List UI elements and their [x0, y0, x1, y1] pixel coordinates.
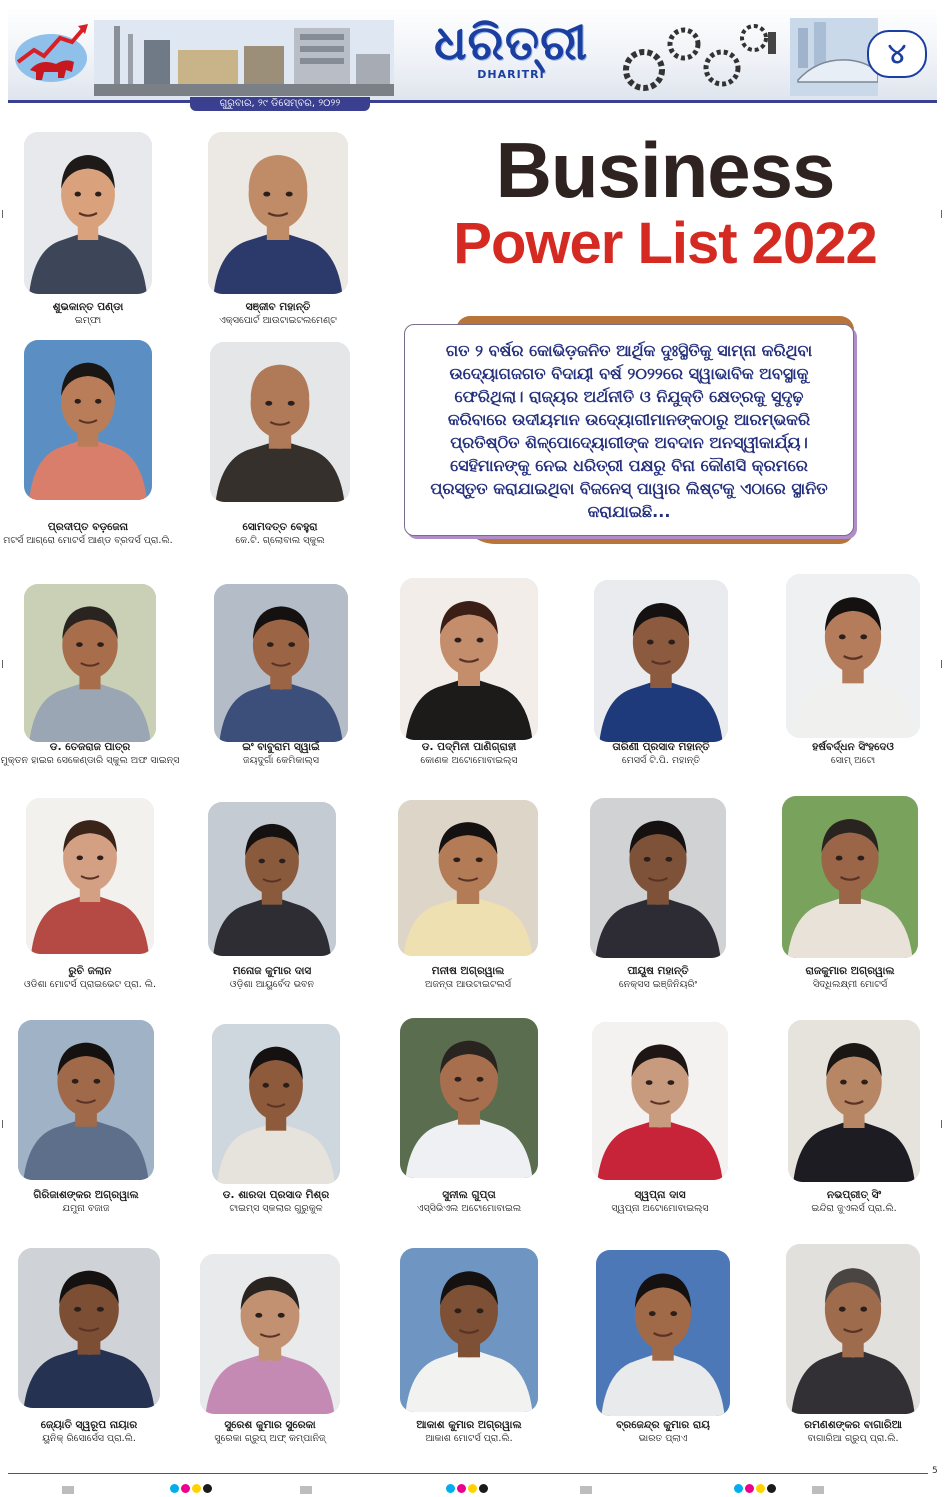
- person-name: ସୁରେଶ କୁମାର ସୁରେକା: [224, 1419, 316, 1431]
- masthead-banner: [8, 8, 937, 103]
- person-photo: [24, 340, 152, 500]
- person-name: ତାରିଣୀ ପ୍ରସାଦ ମହାନ୍ତି: [612, 741, 710, 753]
- person-photo: [782, 796, 918, 958]
- bull-market-logo: [12, 22, 90, 86]
- person-name: ରୁଚି ଜଲାନ: [68, 965, 112, 977]
- person-card: [786, 574, 920, 770]
- person-organization: ଟାଇମ୍ସ ସ୍କଲାର ଗୁରୁକୁଳ: [229, 1203, 323, 1214]
- person-name: ଗିରିଜାଶଙ୍କର ଅଗ୍ରୱାଲ: [33, 1189, 139, 1201]
- person-card: [400, 578, 538, 770]
- person-card: [214, 584, 348, 770]
- person-organization: ଇନ୍ଦିରା ଜୁଏଲର୍ସ ପ୍ରା.ଲି.: [811, 1203, 897, 1214]
- person-card: [786, 1244, 920, 1448]
- cmyk-dot: [446, 1484, 455, 1493]
- cmyk-color-dots: [446, 1484, 488, 1494]
- person-card: [208, 132, 348, 330]
- person-name: ପୀୟୂଷ ମହାନ୍ତି: [627, 965, 689, 977]
- headline-line-1: Business: [495, 126, 835, 214]
- person-organization: ମେସର୍ସ ଟି.ପି. ମହାନ୍ତି: [621, 755, 701, 766]
- person-card: [212, 1024, 340, 1218]
- person-organization: ମଟର୍ସ ଆଗ୍ରୋ ମୋଟର୍ସ ଆଣ୍ଡ ବ୍ରଦର୍ସ ପ୍ରା.ଲି.: [3, 535, 173, 546]
- cmyk-dot: [170, 1484, 179, 1493]
- person-card: [782, 796, 918, 994]
- person-organization: ଅଜନ୍ତା ଆଉଟାଇଟଲର୍ସ: [425, 979, 511, 990]
- person-name: ସଞ୍ଜୀବ ମହାନ୍ତି: [245, 301, 311, 313]
- person-card: [400, 1248, 538, 1448]
- person-photo: [590, 798, 726, 958]
- person-photo: [208, 802, 336, 956]
- person-photo: [400, 1018, 538, 1178]
- cmyk-dot: [479, 1484, 488, 1493]
- person-photo: [400, 578, 538, 740]
- headline-line-2: Power List 2022: [453, 211, 877, 276]
- person-photo: [592, 1022, 728, 1180]
- footer-rule: [8, 1473, 928, 1474]
- person-photo: [208, 132, 348, 294]
- person-name: ସ୍ୱପ୍ନା ଦାସ: [634, 1189, 686, 1201]
- person-organization: ଏସ୍ସିଭିଏଲ ଅଟୋମୋବାଇଲ: [416, 1203, 522, 1214]
- person-name: ମନୀଷ ଅଗ୍ରୱାଲ: [431, 965, 505, 977]
- person-organization: ସିଦ୍ଧିଲକ୍ଷ୍ମୀ ମୋଟର୍ସ: [812, 979, 888, 990]
- cmyk-dot: [203, 1484, 212, 1493]
- person-organization: ଇମ୍ଫା: [74, 315, 102, 326]
- cmyk-color-dots: [734, 1484, 776, 1494]
- margin-tick: [941, 660, 942, 668]
- person-photo: [786, 1244, 920, 1414]
- person-card: [208, 802, 336, 994]
- dateline: ଗୁରୁବାର, ୨୯ ଡିସେମ୍ବର, ୨୦୨୨: [190, 97, 370, 111]
- cmyk-color-dots: [170, 1484, 212, 1494]
- newspaper-subtitle: DHARITRI: [477, 68, 545, 81]
- person-photo: [26, 798, 154, 954]
- person-card: [788, 1020, 920, 1218]
- person-photo: [18, 1020, 154, 1180]
- registration-block: [62, 1486, 74, 1494]
- person-card: [200, 1254, 340, 1448]
- person-organization: ସୁରେକା ଗ୍ରୁପ୍ ଅଫ୍ କମ୍ପାନିଜ୍: [214, 1433, 326, 1444]
- person-card: [398, 800, 538, 994]
- person-card: [210, 342, 350, 550]
- person-card: [18, 1248, 160, 1448]
- person-photo: [200, 1254, 340, 1414]
- cmyk-dot: [745, 1484, 754, 1493]
- person-organization: ବାଗାରିଆ ଗ୍ରୁପ୍ ପ୍ରା.ଲି.: [807, 1433, 899, 1444]
- person-name: ନଭପ୍ରୀତ୍ ସିଂ: [826, 1189, 882, 1201]
- person-organization: ଓଡିଶା ମୋଟର୍ସ ପ୍ରାଇଭେଟ ପ୍ରା. ଲି.: [23, 979, 157, 990]
- person-photo: [594, 580, 728, 742]
- person-organization: ଭାରତ ପ୍ଲାଏ: [638, 1433, 688, 1444]
- margin-tick: [2, 660, 3, 668]
- registration-block: [300, 1486, 312, 1494]
- person-photo: [18, 1248, 160, 1408]
- person-photo: [24, 132, 152, 294]
- person-name: ରାଜକୁମାର ଅଗ୍ରୱାଲ: [805, 965, 895, 977]
- registration-block: [580, 1486, 592, 1494]
- person-organization: ଜୟଦୁର୍ଗା କେମିକାଲ୍ସ: [243, 755, 319, 766]
- person-name: ଇଂ ବାବୁରାମ ସ୍ୱାଇଁ: [242, 741, 320, 753]
- person-name: ସୋମଦତ୍ତ ବେହୁରା: [242, 521, 318, 533]
- person-photo: [786, 574, 920, 738]
- person-organization: ଆକାଶ ମୋଟର୍ସ ପ୍ରା.ଲି.: [425, 1433, 513, 1444]
- person-name: ଡ. ତେଜରାଜ ପାତ୍ର: [49, 741, 131, 753]
- person-photo: [596, 1250, 730, 1416]
- cmyk-dot: [192, 1484, 201, 1493]
- person-card: [0, 584, 180, 770]
- person-photo: [210, 342, 350, 502]
- person-photo: [212, 1024, 340, 1184]
- person-organization: ଏକ୍ସପୋର୍ଟ ଆଉଟାଇଟଲମେଣ୍ଟ: [219, 315, 337, 326]
- margin-tick: [941, 210, 942, 218]
- person-card: [23, 798, 157, 994]
- margin-tick: [2, 1120, 3, 1128]
- gears-and-car-illustration: [618, 18, 878, 96]
- cmyk-dot: [468, 1484, 477, 1493]
- person-organization: ଓଡ଼ିଶା ଆୟୁର୍ବେଦ ଭବନ: [229, 979, 315, 990]
- cmyk-dot: [181, 1484, 190, 1493]
- person-organization: ଯମୁନା ବଜାଜ: [62, 1203, 110, 1214]
- person-organization: କୋଣକ ଅଟୋମୋବାଇଲ୍ସ: [420, 755, 518, 766]
- footer-page-number: 5: [932, 1466, 938, 1476]
- person-organization: ନେକ୍ସସ ଇଞ୍ଜିନିୟରିଂ: [618, 979, 698, 990]
- person-name: ବ୍ରଜେନ୍ଦ୍ର କୁମାର ରାୟ: [616, 1419, 710, 1431]
- person-name: ଆକାଶ କୁମାର ଅଗ୍ରୱାଲ: [416, 1419, 522, 1431]
- cmyk-dot: [734, 1484, 743, 1493]
- person-organization: ମୁକ୍ତନ ହାଇର ସେକେଣ୍ଡାରି ସ୍କୁଲ ଅଫ ସାଇନ୍ସ: [0, 755, 180, 766]
- person-name: ମନୋଜ କୁମାର ଦାସ: [232, 965, 312, 977]
- person-photo: [398, 800, 538, 956]
- person-organization: କେ.ଟି. ଗ୍ଲୋବାଲ ସ୍କୁଲ: [235, 535, 325, 546]
- person-photo: [788, 1020, 920, 1182]
- person-card: [594, 580, 728, 770]
- person-organization: ସ୍ୱପ୍ନା ଅଟୋମୋବାଇଲ୍ସ: [611, 1203, 709, 1214]
- person-card: [24, 132, 152, 330]
- headline: [400, 128, 930, 276]
- person-photo: [24, 584, 156, 742]
- person-name: ପ୍ରଦୀପ୍ତ ବଡ଼ଜେନା: [47, 521, 129, 533]
- person-name: ରମଣଶଙ୍କର ବାଗାରିଆ: [804, 1419, 902, 1431]
- cmyk-dot: [767, 1484, 776, 1493]
- person-photo: [214, 584, 348, 742]
- person-organization: ସୋମ୍ ଅଟୋ: [830, 755, 876, 766]
- page-number-badge: ୪: [867, 30, 927, 78]
- cmyk-dot: [457, 1484, 466, 1493]
- person-card: [596, 1250, 730, 1448]
- margin-tick: [941, 1120, 942, 1128]
- person-card: [590, 798, 726, 994]
- person-card: [3, 340, 173, 550]
- person-card: [18, 1020, 154, 1218]
- person-photo: [400, 1248, 538, 1412]
- person-name: ସୁନୀଲ ଗୁପ୍ତା: [442, 1189, 496, 1201]
- person-card: [592, 1022, 728, 1218]
- cmyk-dot: [756, 1484, 765, 1493]
- margin-tick: [2, 210, 3, 218]
- person-name: ଶୁଭକାନ୍ତ ପଣ୍ଡା: [52, 301, 124, 313]
- person-card: [400, 1018, 538, 1218]
- person-organization: ୟୁନିକ୍ ରିସୋର୍ସେସ ପ୍ରା.ଲି.: [42, 1433, 136, 1444]
- person-name: ଜ୍ୟୋତି ସ୍ୱରୂପ ନାୟାର: [40, 1419, 138, 1431]
- industry-skyline-illustration: [94, 20, 394, 96]
- registration-block: [812, 1486, 824, 1494]
- person-name: ଡ. ପଦ୍ମିନୀ ପାଣିଗ୍ରାହୀ: [421, 741, 517, 753]
- person-name: ଡ. ଶାରଦା ପ୍ରସାଦ ମିଶ୍ର: [222, 1189, 330, 1201]
- newspaper-title: ଧରିତ୍ରୀ: [434, 15, 588, 71]
- person-name: ହର୍ଷବର୍ଦ୍ଧନ ସିଂହଦେଓ: [812, 741, 894, 753]
- intro-text-box: ଗତ ୨ ବର୍ଷର କୋଭିଡ଼ଜନିତ ଆର୍ଥିକ ଦୁଃସ୍ଥିତିକୁ ସାମ୍ନା କରିଥିବା ଉଦ୍ୟୋଗଜଗତ ବିଦାୟୀ ବର୍ଷ ୨୦୨୨ରେ ସ୍ୱାଭାବିକ ଅବସ୍ଥାକୁ ଫେରିଥିଲା। ରାଜ୍ୟର ଅର୍ଥନୀତି ଓ ନିଯୁକ୍ତି କ୍ଷେତ୍ରକୁ ସୁଦୃଢ଼ କରିବାରେ ଉଦୀୟମାନ ଉଦ୍ୟୋଗୀମାନଙ୍କଠାରୁ ଆରମ୍ଭକରି ପ୍ରତିଷ୍ଠିତ ଶିଳ୍ପୋଦ୍ୟୋଗୀଙ୍କ ଅବଦାନ ଅନସ୍ୱୀକାର୍ଯ୍ୟ। ସେହିମାନଙ୍କୁ ନେଇ ଧରିତ୍ରୀ ପକ୍ଷରୁ ବିନା କୌଣସି କ୍ରମରେ ପ୍ରସ୍ତୁତ କରାଯାଇଥିବା ବିଜନେସ୍ ପାୱାର ଲିଷ୍ଟକୁ ଏଠାରେ ସ୍ଥାନିତ କରାଯାଇଛି...: [404, 324, 854, 536]
